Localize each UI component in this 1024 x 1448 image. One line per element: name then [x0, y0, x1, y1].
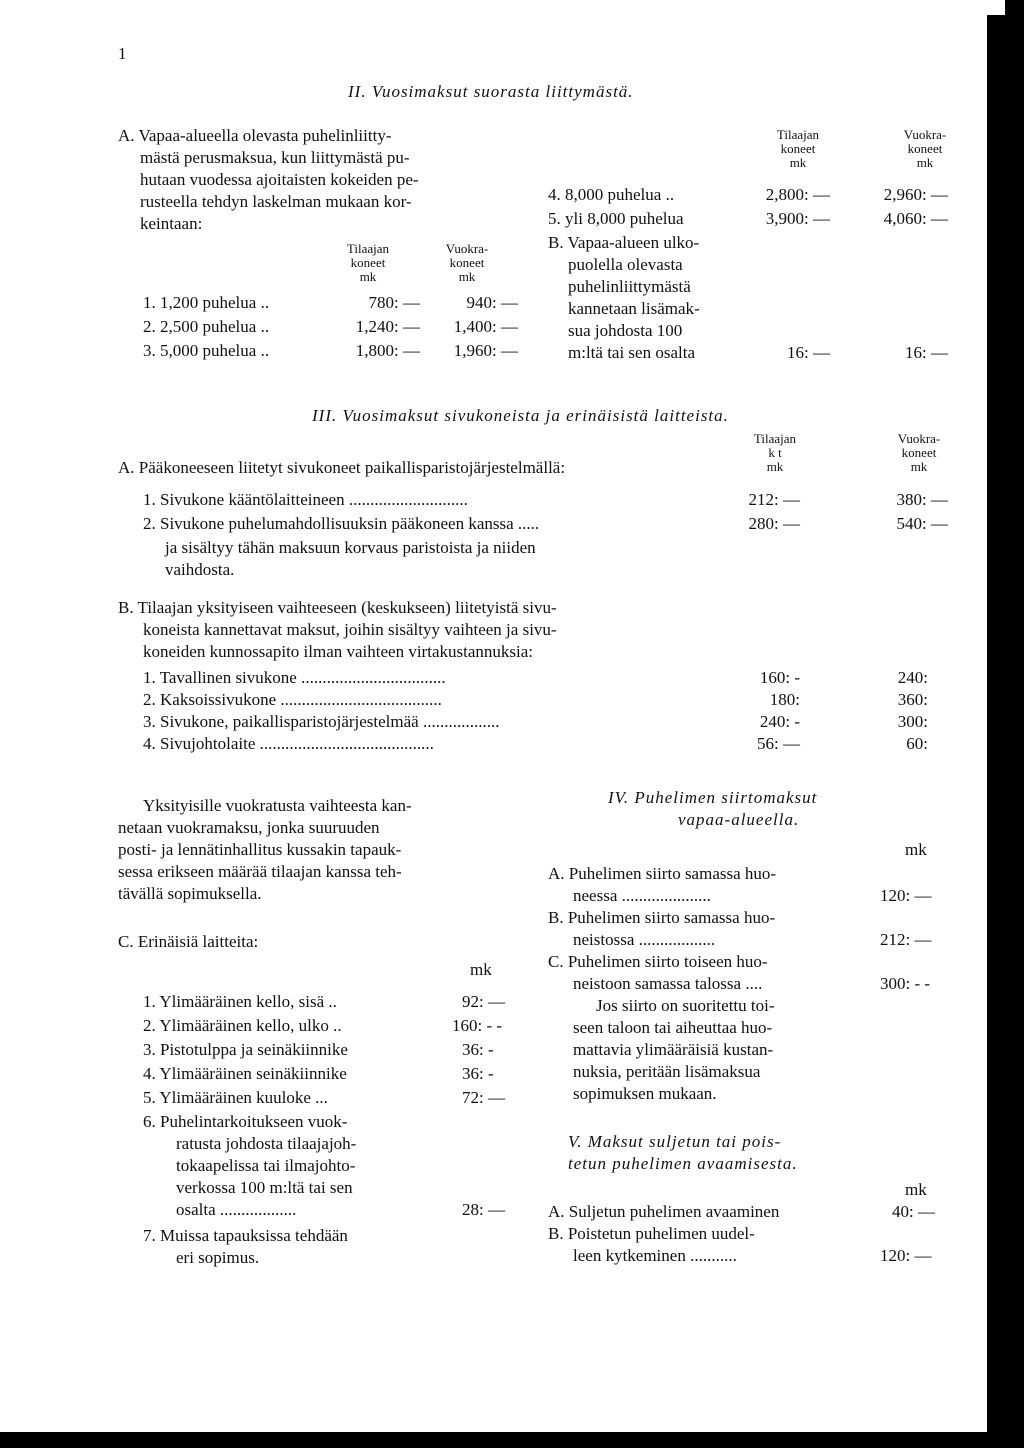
- s2-b-line: puolella olevasta: [568, 255, 683, 274]
- paragraph-line: tävällä sopimuksella.: [118, 884, 262, 903]
- s5-line: A. Suljetun puhelimen avaaminen: [548, 1202, 780, 1221]
- table-row-label: 2. Kaksoissivukone ......................................: [143, 690, 442, 709]
- list-item: osalta ..................: [176, 1200, 297, 1219]
- list-item: tokaapelissa tai ilmajohto-: [176, 1156, 356, 1175]
- list-item: 3. Pistotulppa ja seinäkiinnike: [143, 1040, 348, 1059]
- s5-value: 120: —: [880, 1246, 932, 1265]
- table-row-label: 5. yli 8,000 puhelua: [548, 209, 684, 228]
- s2-a-line: mästä perusmaksua, kun liittymästä pu-: [140, 148, 410, 167]
- s3-b-line: koneiden kunnossapito ilman vaihteen virtakustannuksia:: [143, 642, 533, 661]
- s4-line: C. Puhelimen siirto toiseen huo-: [548, 952, 768, 971]
- s2-col-vuokra-left: Vuokra- koneet mk: [445, 241, 489, 284]
- section-4-subtitle: vapaa-alueella.: [678, 810, 800, 829]
- table-cell-vuokra: 240:: [897, 668, 928, 687]
- s2-b-line: m:ltä tai sen osalta: [568, 343, 695, 362]
- s4-line: B. Puhelimen siirto samassa huo-: [548, 908, 776, 927]
- s2-a-line: A. Vapaa-alueella olevasta puhelinliitty-: [118, 126, 392, 145]
- page-mark: 1: [118, 44, 127, 63]
- list-item: 4. Ylimääräinen seinäkiinnike: [143, 1064, 347, 1083]
- list-item: 1. Ylimääräinen kello, sisä ..: [143, 992, 337, 1011]
- scan-border-right: [1005, 0, 1024, 1448]
- table-row-label: 4. 8,000 puhelua ..: [548, 185, 675, 204]
- section-4-title: IV. Puhelimen siirtomaksut: [608, 788, 818, 807]
- s2-a-line: hutaan vuodessa ajoitaisten kokeiden pe-: [140, 170, 419, 189]
- scan-border-bottom: [0, 1432, 1024, 1448]
- s4-value: 300: - -: [880, 974, 931, 993]
- s2-col-vuokra-right: Vuokra- koneet mk: [903, 127, 947, 170]
- list-item: 6. Puhelintarkoitukseen vuok-: [143, 1112, 348, 1131]
- list-item-value: 72: —: [462, 1088, 505, 1107]
- table-cell-tilaajan: 180:: [769, 690, 800, 709]
- s4-line: neistossa ..................: [573, 930, 716, 949]
- s2-b-line: puhelinliittymästä: [568, 277, 691, 296]
- table-cell-vuokra: 2,960: —: [883, 185, 948, 204]
- mk-unit: mk: [905, 840, 927, 859]
- s4-line: neessa .....................: [573, 886, 711, 905]
- section-5-subtitle: tetun puhelimen avaamisesta.: [568, 1154, 798, 1173]
- table-cell-tilaajan: 1,800: —: [355, 341, 420, 360]
- table-row-label: 2. 2,500 puhelua ..: [143, 317, 270, 336]
- s2-b-line: B. Vapaa-alueen ulko-: [548, 233, 700, 252]
- section-2-title: II. Vuosimaksut suorasta liittymästä.: [348, 82, 634, 101]
- s4-value: 120: —: [880, 886, 932, 905]
- list-item: 7. Muissa tapauksissa tehdään: [143, 1226, 348, 1245]
- table-cell-tilaajan: 2,800: —: [765, 185, 830, 204]
- section-3-title: III. Vuosimaksut sivukoneista ja erinäisistä laitteista.: [312, 406, 729, 425]
- table-cell-tilaajan: 3,900: —: [765, 209, 830, 228]
- s2-a-line: keintaan:: [140, 214, 203, 233]
- scan-border-right-inner: [987, 15, 1005, 1435]
- s4-line: neistoon samassa talossa ....: [573, 974, 763, 993]
- s2-b-tilaajan: 16: —: [787, 343, 830, 362]
- table-cell-tilaajan: 1,240: —: [355, 317, 420, 336]
- table-row-label: 4. Sivujohtolaite .........................................: [143, 734, 434, 753]
- list-item: ratusta johdosta tilaajajoh-: [176, 1134, 357, 1153]
- s2-b-vuokra: 16: —: [905, 343, 948, 362]
- table-row-label: 3. Sivukone, paikallisparistojärjestelmää ..................: [143, 712, 500, 731]
- table-cell-tilaajan: 280: —: [748, 514, 800, 533]
- list-item: verkossa 100 m:ltä tai sen: [176, 1178, 353, 1197]
- list-item-value: 28: —: [462, 1200, 505, 1219]
- table-cell-tilaajan: 780: —: [368, 293, 420, 312]
- mk-unit: mk: [905, 1180, 927, 1199]
- note-line: mattavia ylimääräisiä kustan-: [573, 1040, 774, 1059]
- table-cell-vuokra: 300:: [897, 712, 928, 731]
- paragraph-line: sessa erikseen määrää tilaajan kanssa teh-: [118, 862, 402, 881]
- s2-col-tilaajan-left: Tilaajan koneet mk: [346, 241, 390, 284]
- s5-line: leen kytkeminen ...........: [573, 1246, 737, 1265]
- table-cell-vuokra: 4,060: —: [883, 209, 948, 228]
- table-row-label: 1. Tavallinen sivukone ..................................: [143, 668, 446, 687]
- paragraph-line: posti- ja lennätinhallitus kussakin tapauk-: [118, 840, 402, 859]
- table-row-label: 3. 5,000 puhelua ..: [143, 341, 270, 360]
- s3-col-tilaajan: Tilaajan k t mk: [753, 431, 797, 474]
- list-item-value: 92: —: [462, 992, 505, 1011]
- s3-col-vuokra: Vuokra- koneet mk: [897, 431, 941, 474]
- s2-b-line: sua johdosta 100: [568, 321, 683, 340]
- table-cell-tilaajan: 240: -: [759, 712, 800, 731]
- list-item-value: 36: -: [462, 1064, 494, 1083]
- table-row-label: 2. Sivukone puhelumahdollisuuksin pääkoneen kanssa .....: [143, 514, 540, 533]
- s4-value: 212: —: [880, 930, 932, 949]
- paragraph-line: netaan vuokramaksu, jonka suuruuden: [118, 818, 380, 837]
- table-cell-vuokra: 1,400: —: [453, 317, 518, 336]
- list-item-value: 36: -: [462, 1040, 494, 1059]
- mk-unit: mk: [470, 960, 492, 979]
- section-5-title: V. Maksut suljetun tai pois-: [568, 1132, 782, 1151]
- note-line: Jos siirto on suoritettu toi-: [596, 996, 775, 1015]
- table-cell-vuokra: 60:: [906, 734, 928, 753]
- s2-col-tilaajan-right: Tilaajan koneet mk: [776, 127, 820, 170]
- table-cell-vuokra: 1,960: —: [453, 341, 518, 360]
- list-item-value: 160: - -: [452, 1016, 503, 1035]
- table-cell-vuokra: 940: —: [466, 293, 518, 312]
- s5-value: 40: —: [892, 1202, 935, 1221]
- list-item: 5. Ylimääräinen kuuloke ...: [143, 1088, 328, 1107]
- s2-a-line: rusteella tehdyn laskelman mukaan kor-: [140, 192, 412, 211]
- table-row-label: 1. 1,200 puhelua ..: [143, 293, 270, 312]
- s3-a-heading: A. Pääkoneeseen liitetyt sivukoneet paikallisparistojärjestelmällä:: [118, 458, 566, 477]
- paragraph-line: Yksityisille vuokratusta vaihteesta kan-: [143, 796, 412, 815]
- table-cell-vuokra: 540: —: [896, 514, 948, 533]
- c-heading: C. Erinäisiä laitteita:: [118, 932, 259, 951]
- note-line: seen taloon tai aiheuttaa huo-: [573, 1018, 773, 1037]
- note-line: nuksia, peritään lisämaksua: [573, 1062, 761, 1081]
- table-cell-vuokra: 360:: [897, 690, 928, 709]
- s3-a-note-line: vaihdosta.: [165, 560, 235, 579]
- table-cell-vuokra: 380: —: [896, 490, 948, 509]
- table-cell-tilaajan: 160: -: [759, 668, 800, 687]
- list-item: 2. Ylimääräinen kello, ulko ..: [143, 1016, 342, 1035]
- table-cell-tilaajan: 56: —: [757, 734, 800, 753]
- table-row-label: 1. Sivukone kääntölaitteineen ............................: [143, 490, 468, 509]
- table-cell-tilaajan: 212: —: [748, 490, 800, 509]
- s4-line: A. Puhelimen siirto samassa huo-: [548, 864, 777, 883]
- s3-a-note-line: ja sisältyy tähän maksuun korvaus paristoista ja niiden: [165, 538, 536, 557]
- s2-b-line: kannetaan lisämak-: [568, 299, 700, 318]
- s5-line: B. Poistetun puhelimen uudel-: [548, 1224, 755, 1243]
- note-line: sopimuksen mukaan.: [573, 1084, 717, 1103]
- s3-b-line: B. Tilaajan yksityiseen vaihteeseen (keskukseen) liitetyistä sivu-: [118, 598, 557, 617]
- list-item: eri sopimus.: [176, 1248, 260, 1267]
- s3-b-line: koneista kannettavat maksut, joihin sisältyy vaihteen ja sivu-: [143, 620, 557, 639]
